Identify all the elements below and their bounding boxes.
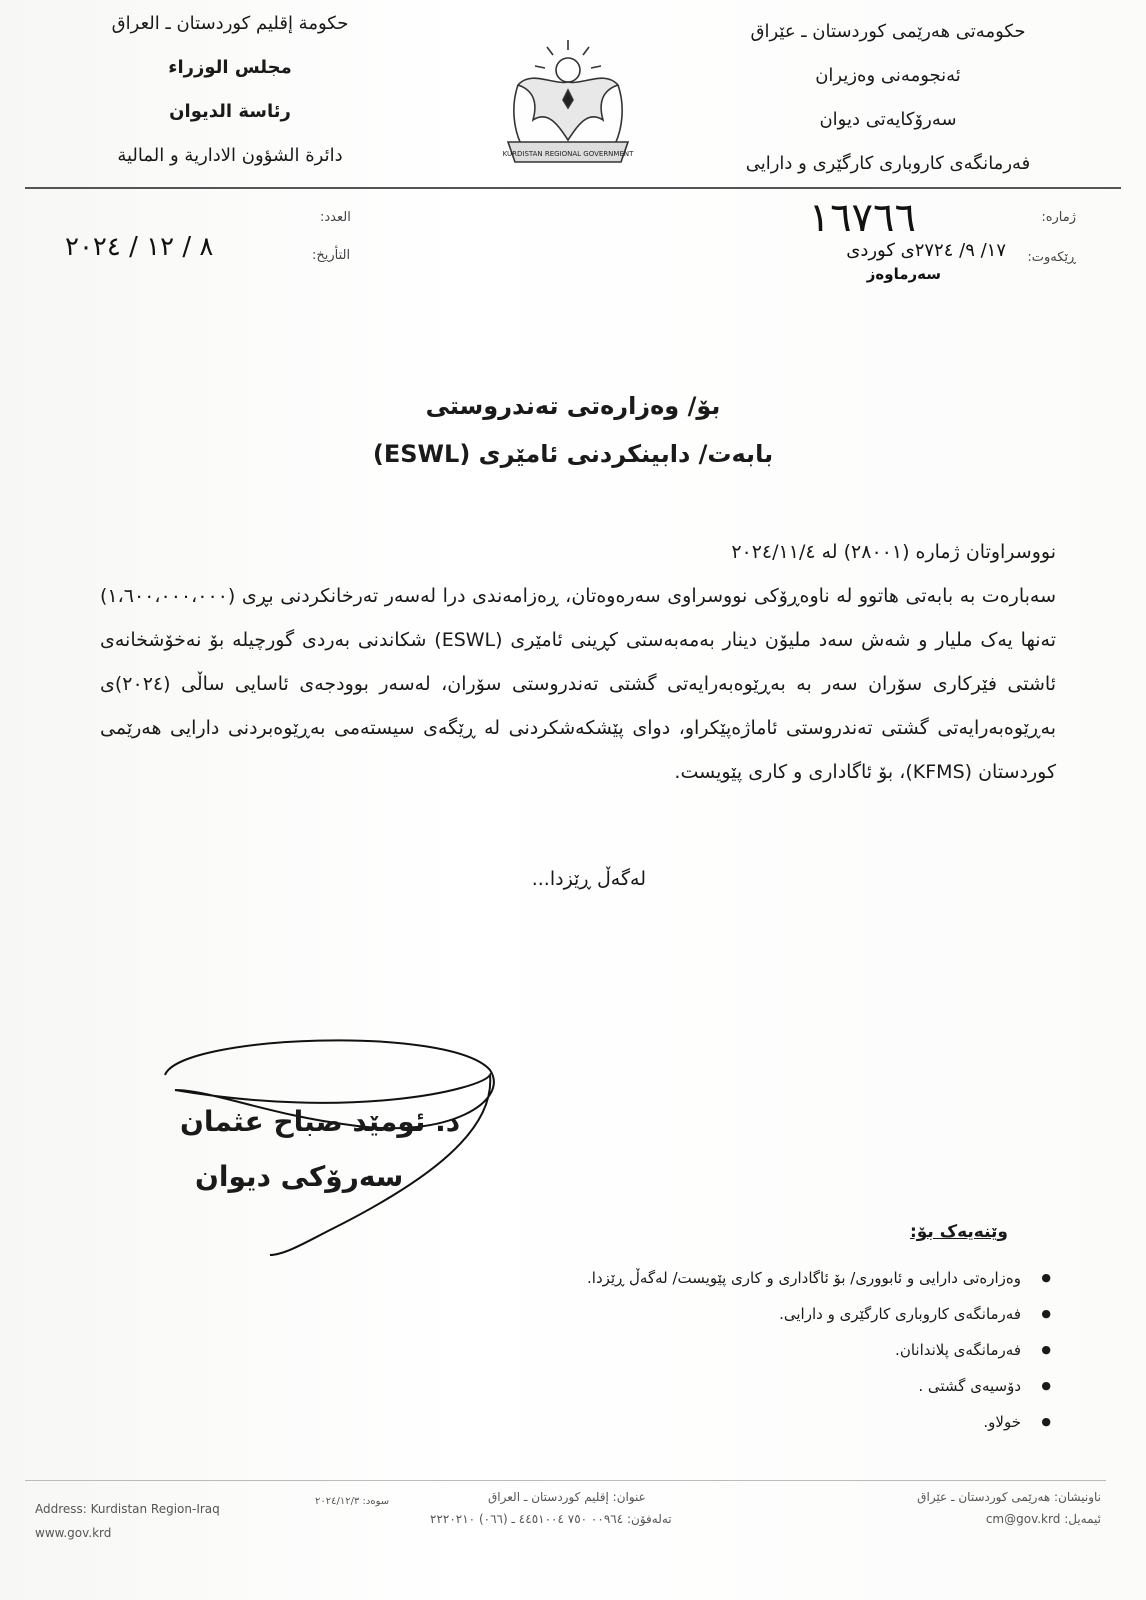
footer-email-address: cm@gov.krd bbox=[985, 1512, 1061, 1526]
footer-address-ku: ناونیشان: هەرێمی کوردستان ـ عێراق bbox=[917, 1490, 1101, 1504]
date-label-ku: ڕێکەوت: bbox=[1027, 250, 1076, 265]
cc-item: ● وەزارەتی دارایی و ئابووری/ بۆ ئاگاداری و کاری پێویست/ لەگەڵ ڕێزدا. bbox=[587, 1260, 1051, 1296]
footer-email-label: ئیمەیل: bbox=[1064, 1512, 1101, 1526]
cc-title: وێنەیەک بۆ: bbox=[909, 1222, 1008, 1242]
header-divider bbox=[25, 187, 1121, 189]
cc-item: ● دۆسیەی گشتی . bbox=[587, 1368, 1051, 1404]
footer-draft-label: سوەد: bbox=[362, 1496, 390, 1507]
footer-phone bbox=[430, 1512, 672, 1526]
footer-address-en: Address: Kurdistan Region-Iraq bbox=[35, 1502, 220, 1516]
footer-email bbox=[986, 1512, 1101, 1526]
date-label-ar: التأريخ: bbox=[312, 248, 351, 263]
signatory-title: سەرۆکی دیوان bbox=[195, 1160, 404, 1193]
kurdish-month: سەرماوەز bbox=[866, 265, 941, 283]
date-value-ku: ١٧/ ٩/ ٢٧٢٤ی کوردی bbox=[846, 240, 1006, 261]
footer-phone-number: ٠٠٩٦٤ ٧٥٠ ٤٤٥١٠٠٤ ـ (٠٦٦) ٢٢٢٠٢١٠ bbox=[430, 1512, 624, 1526]
letter-body bbox=[100, 530, 1056, 794]
footer-phone-label: تەلەفۆن: bbox=[626, 1512, 672, 1526]
number-label-ar: العدد: bbox=[320, 210, 351, 225]
footer-draft bbox=[315, 1496, 389, 1507]
date-value-ar: ٨ / ١٢ / ٢٠٢٤ bbox=[65, 232, 214, 262]
number-label-ku: ژمارە: bbox=[1041, 210, 1076, 225]
footer-address-ar: عنوان: إقليم كوردستان ـ العراق bbox=[488, 1490, 646, 1504]
cc-item: ● فەرمانگەی کاروباری کارگێری و دارایی. bbox=[587, 1296, 1051, 1332]
handwritten-number: ١٦٧٦٦ bbox=[808, 195, 916, 241]
header-arabic bbox=[80, 2, 380, 178]
header-ku-line-3: سەرۆکایەتی دیوان bbox=[819, 109, 957, 130]
cc-item: ● خولاو. bbox=[587, 1404, 1051, 1440]
header-ku-line-4: فەرمانگەی کاروباری کارگێری و دارایی bbox=[745, 153, 1031, 174]
header-ar-line-3: رئاسة الديوان bbox=[169, 101, 291, 122]
header-ku-line-2: ئەنجومەنی وەزیران bbox=[815, 65, 961, 86]
closing-line: لەگەڵ ڕێزدا... bbox=[531, 868, 646, 890]
subject-line: بابەت/ دابینکردنی ئامێری (ESWL) bbox=[372, 440, 774, 468]
krg-emblem-icon bbox=[493, 30, 643, 180]
footer-draft-date: ٢٠٢٤/١٢/٣ bbox=[315, 1496, 360, 1507]
header-kurdish bbox=[708, 10, 1068, 186]
emblem-caption: KURDISTAN REGIONAL GOVERNMENT bbox=[502, 150, 634, 158]
header-ar-line-1: حكومة إقليم كوردستان ـ العراق bbox=[111, 13, 349, 34]
header-ar-line-2: مجلس الوزراء bbox=[168, 57, 292, 78]
recipient-line: بۆ/ وەزارەتی تەندروستی bbox=[425, 392, 721, 420]
cc-item: ● فەرمانگەی پلاندانان. bbox=[587, 1332, 1051, 1368]
cc-list bbox=[587, 1260, 1051, 1440]
signature-scribble bbox=[150, 1030, 510, 1260]
reference-line: نووسراوتان ژمارە (٢٨٠٠١) لە ٢٠٢٤/١١/٤ bbox=[731, 541, 1056, 563]
footer-website: www.gov.krd bbox=[35, 1526, 112, 1540]
signatory-name: د. ئومێد صباح عثمان bbox=[180, 1105, 461, 1138]
header-ku-line-1: حکومەتی هەرێمی کوردستان ـ عێراق bbox=[750, 21, 1026, 42]
body-paragraph: سەبارەت بە بابەتی هاتوو لە ناوەڕۆکی نووسراوی سەرەوەتان، ڕەزامەندی درا لەسەر تەرخانکردنی بڕی (١،٦٠٠،٠٠٠،٠٠٠) تەنها یەک ملیار و شەش سەد ملیۆن دینار بەمەبەستی کڕینی ئامێری (ESWL) شکاندنی بەردی گورچیلە بۆ نەخۆشخانەی ئاشتی فێرکاری سۆران سەر بە بەڕێوەبەرایەتی گشتی تەندروستی سۆران، لەسەر بوودجەی ئاسایی ساڵی (٢٠٢٤)ی بەڕێوەبەرایەتی گشتی تەندروستی ئاماژەپێکراو، دوای پێشکەشکردنی لە ڕێگەی سیستەمی بەڕێوەبردنی دارایی هەرێمی کوردستان (KFMS)، بۆ ئاگاداری و کاری پێویست. bbox=[100, 585, 1056, 783]
header-ar-line-4: دائرة الشؤون الادارية و المالية bbox=[117, 145, 343, 166]
footer-divider bbox=[25, 1480, 1106, 1481]
